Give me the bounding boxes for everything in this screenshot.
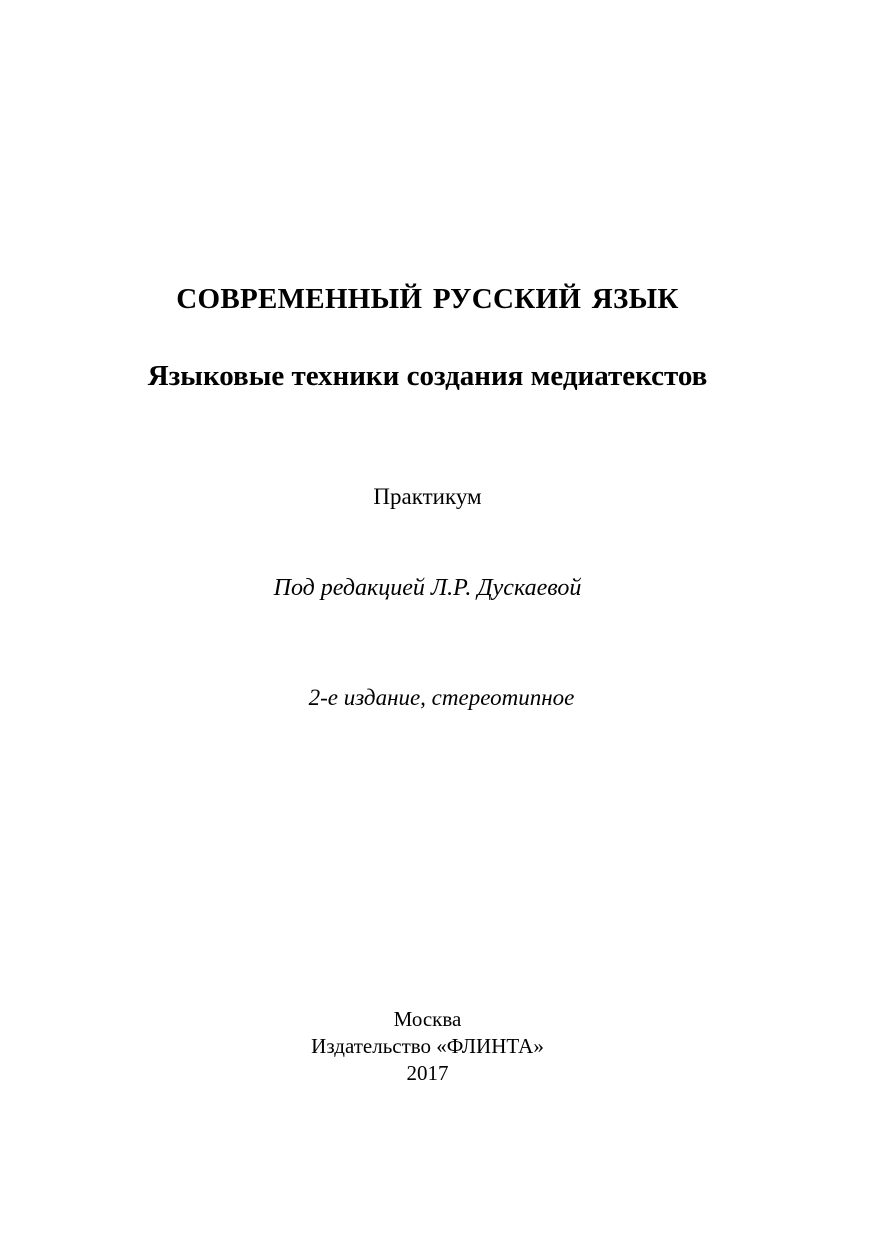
imprint-publisher: Издательство «ФЛИНТА» — [311, 1034, 544, 1058]
book-genre: Практикум — [373, 484, 482, 509]
imprint-year: 2017 — [406, 1061, 449, 1085]
imprint — [0, 1006, 855, 1087]
imprint-city: Москва — [393, 1007, 462, 1031]
edition-note: 2-е издание, стереотипное — [308, 685, 575, 710]
editor-credit: Под редакцией Л.Р. Дускаевой — [273, 575, 582, 601]
book-subtitle: Языковые техники создания медиатекстов — [147, 360, 708, 392]
book-title: СОВРЕМЕННЫЙ РУССКИЙ ЯЗЫК — [176, 283, 679, 315]
